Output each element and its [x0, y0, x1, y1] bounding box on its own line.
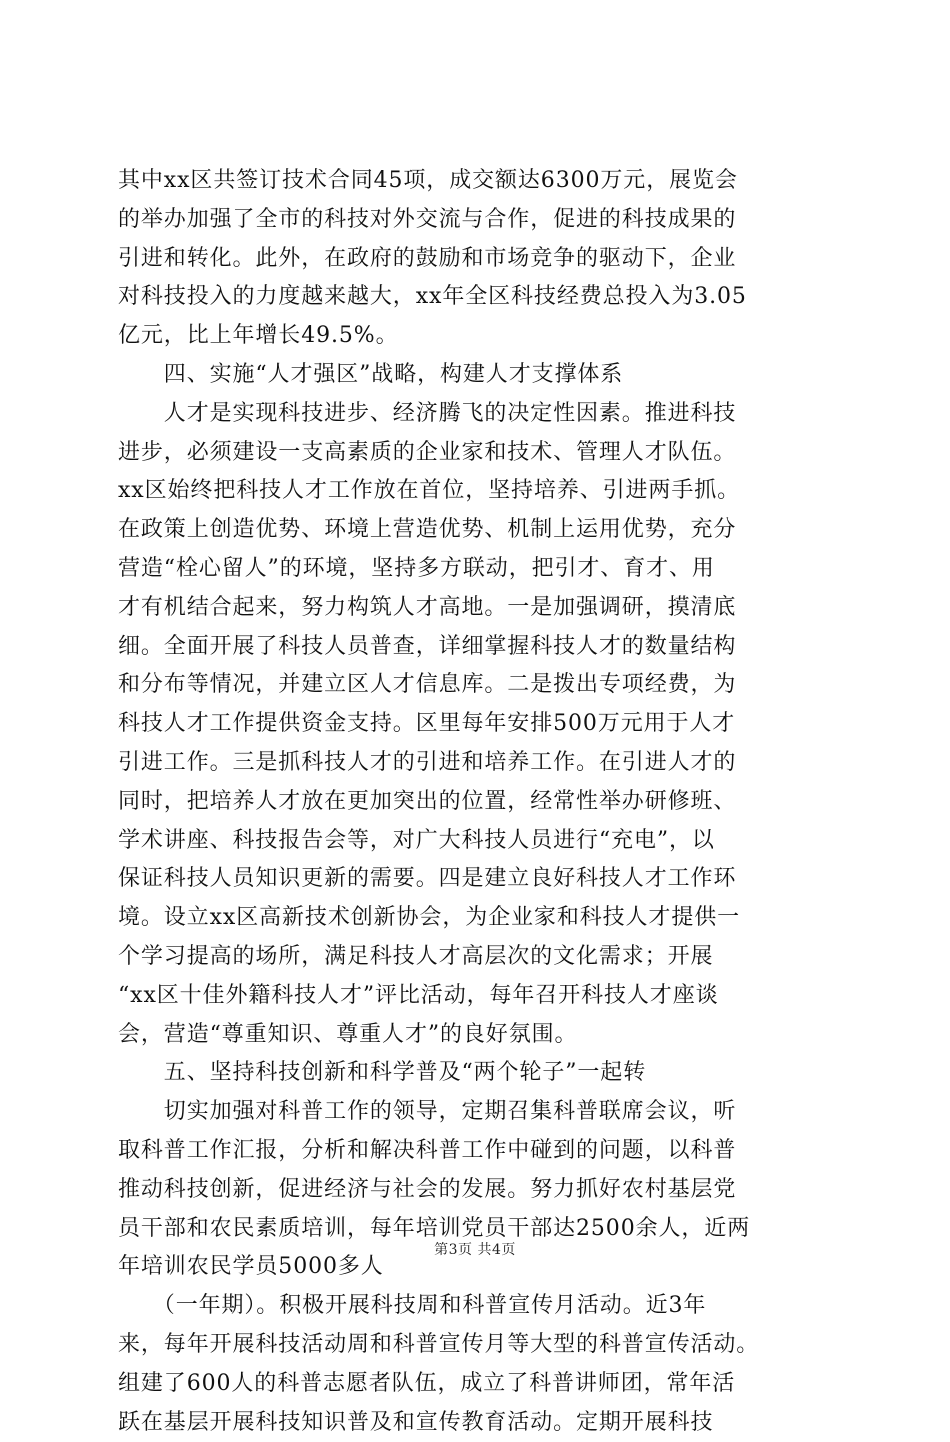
- text-line: 取科普工作汇报，分析和解决科普工作中碰到的问题，以科普: [118, 1132, 838, 1171]
- text-line: 和分布等情况，并建立区人才信息库。二是拨出专项经费，为: [118, 666, 838, 705]
- text-line: 引进和转化。此外，在政府的鼓励和市场竞争的驱动下，企业: [118, 240, 838, 279]
- text-line: 会，营造“尊重知识、尊重人才”的良好氛围。: [118, 1016, 838, 1055]
- text-line: 来，每年开展科技活动周和科普宣传月等大型的科普宣传活动。: [118, 1326, 838, 1365]
- text-line: 科技人才工作提供资金支持。区里每年安排500万元用于人才: [118, 705, 838, 744]
- text-line: 其中xx区共签订技术合同45项，成交额达6300万元，展览会: [118, 162, 838, 201]
- text-line: 员干部和农民素质培训，每年培训党员干部达2500余人，近两: [118, 1210, 838, 1249]
- text-line: 学术讲座、科技报告会等，对广大科技人员进行“充电”，以: [118, 822, 838, 861]
- text-line: 进步，必须建设一支高素质的企业家和技术、管理人才队伍。: [118, 434, 838, 473]
- text-line: 亿元，比上年增长49.5%。: [118, 317, 838, 356]
- section-heading: 四、实施“人才强区”战略，构建人才支撑体系: [118, 356, 838, 395]
- text-line: 同时，把培养人才放在更加突出的位置，经常性举办研修班、: [118, 783, 838, 822]
- text-line: 推动科技创新，促进经济与社会的发展。努力抓好农村基层党: [118, 1171, 838, 1210]
- text-line: 境。设立xx区高新技术创新协会，为企业家和科技人才提供一: [118, 899, 838, 938]
- text-line: 细。全面开展了科技人员普查，详细掌握科技人才的数量结构: [118, 628, 838, 667]
- text-line: 组建了600人的科普志愿者队伍，成立了科普讲师团，常年活: [118, 1365, 838, 1404]
- text-line: 人才是实现科技进步、经济腾飞的决定性因素。推进科技: [118, 395, 838, 434]
- section-heading: 五、坚持科技创新和科学普及“两个轮子”一起转: [118, 1054, 838, 1093]
- text-line: 保证科技人员知识更新的需要。四是建立良好科技人才工作环: [118, 860, 838, 899]
- text-line: （一年期）。积极开展科技周和科普宣传月活动。近3年: [118, 1287, 838, 1326]
- text-line: 跃在基层开展科技知识普及和宣传教育活动。定期开展科技: [118, 1404, 838, 1442]
- text-line: 对科技投入的力度越来越大，xx年全区科技经费总投入为3.05: [118, 278, 838, 317]
- text-line: xx区始终把科技人才工作放在首位，坚持培养、引进两手抓。: [118, 472, 838, 511]
- text-line: “xx区十佳外籍科技人才”评比活动，每年召开科技人才座谈: [118, 977, 838, 1016]
- text-line: 年培训农民学员5000多人: [118, 1248, 838, 1287]
- text-line: 的举办加强了全市的科技对外交流与合作，促进的科技成果的: [118, 201, 838, 240]
- text-line: 营造“栓心留人”的环境，坚持多方联动，把引才、育才、用: [118, 550, 838, 589]
- page-number-footer: 第3页 共4页: [0, 1239, 950, 1259]
- text-line: 在政策上创造优势、环境上营造优势、机制上运用优势，充分: [118, 511, 838, 550]
- text-line: 才有机结合起来，努力构筑人才高地。一是加强调研，摸清底: [118, 589, 838, 628]
- text-line: 引进工作。三是抓科技人才的引进和培养工作。在引进人才的: [118, 744, 838, 783]
- text-line: 切实加强对科普工作的领导，定期召集科普联席会议，听: [118, 1093, 838, 1132]
- text-line: 个学习提高的场所，满足科技人才高层次的文化需求；开展: [118, 938, 838, 977]
